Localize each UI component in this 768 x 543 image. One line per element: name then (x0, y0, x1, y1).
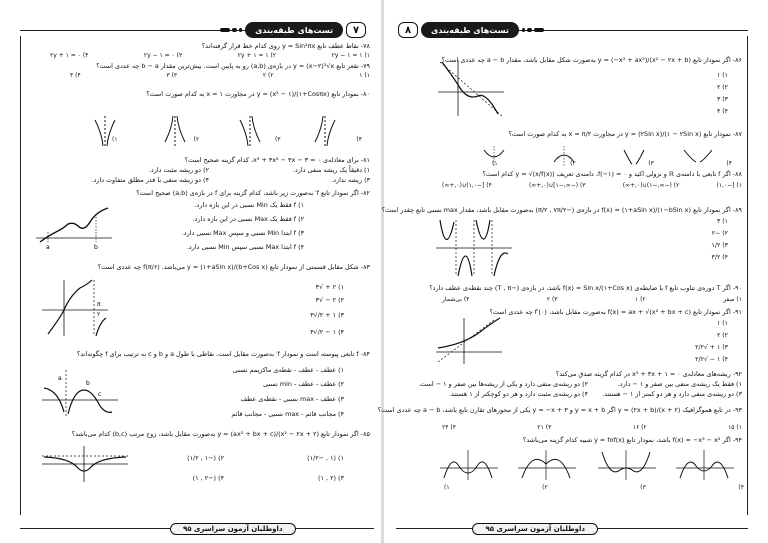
q81-option-2[interactable]: ۲) دو ریشه مثبت دارد. (148, 166, 209, 174)
option[interactable]: ۱) ۳ (716, 218, 728, 225)
q88-options (442, 182, 742, 189)
q94-graph-1 (676, 450, 734, 480)
question-90: ۹۰- اگر T دوره‌ی تناوب تابع f با ضابطه‌ی f(x) = Sin x/(۱+Cos x) باشد، در بازه‌ی (−T , π) چند نقطه‌ی عطف دارد؟ (429, 284, 742, 292)
question-84: ۸۴- f تابعی پیوسته است و نمودار f′ به‌صورت مقابل است. نقاطی با طول a و b و c به ترتیب برای f چگونه‌اند؟ (76, 350, 370, 358)
option[interactable]: ۳) (648, 160, 654, 167)
option[interactable]: ۲) (542, 484, 548, 491)
q89-graph (434, 218, 514, 278)
q84-option-2[interactable]: ۲) عطف - عطف - min نسبی (263, 380, 344, 388)
q85-option-4[interactable]: ۴) (−۲ , ۱) (192, 474, 224, 482)
q82-option-3[interactable]: ۳) f ابتدا Min نسبی و سپس Max نسبی دارد. (181, 229, 304, 237)
option[interactable]: ۴) (726, 160, 732, 167)
q84-label-a: a (58, 375, 62, 382)
right-page (377, 0, 768, 543)
option[interactable]: ۳) ۳ (716, 96, 728, 103)
option[interactable]: ۱) ۱۵ (728, 424, 742, 431)
q82-graph (34, 202, 114, 252)
option[interactable]: ۴) ۳/۲ (711, 254, 728, 261)
option[interactable]: ۱) [−۱,۰) (716, 182, 742, 189)
q89-options (712, 216, 728, 264)
option[interactable]: ۱) (112, 136, 118, 143)
option[interactable]: ۲) (−∞,−۱)∪(۰,+∞) (622, 182, 680, 189)
q94-graph-3 (518, 450, 576, 480)
question-85: ۸۵- اگر نمودار تابع y = (ax² + bx + c)/(x² − ۲x + ۲) به‌صورت مقابل باشد، زوج مرتب (b,c) کدام می‌باشد؟ (71, 430, 370, 438)
q87-options (492, 160, 732, 167)
question-94: ۹۴- اگر f(x) = −x³ − x² باشد، نمودار تابع y = fof(x) شبیه کدام گزینه می‌باشد؟ (522, 436, 742, 444)
page-number: ۸ (398, 22, 418, 38)
option[interactable]: ۲) ۱ = ۲y + ۱ (237, 52, 277, 59)
option[interactable]: ۴) (356, 136, 362, 143)
q94-graph-2 (598, 450, 656, 480)
option[interactable]: ۱) ۱ = ۲y − ۱ (331, 52, 370, 59)
q79-options (70, 72, 370, 79)
footer-label: داوطلبان آزمون سراسری ۹۵ (472, 523, 598, 535)
q92-option-4[interactable]: ۴) دو ریشه‌ی مثبت دارد و هر دو کوچکتر از ۱ هستند. (448, 390, 588, 398)
header-title: تست‌های طبقه‌بندی (421, 22, 519, 38)
q85-option-3[interactable]: ۳) (۲ , ۱) (318, 474, 344, 482)
question-91: ۹۱- اگر نمودار تابع f(x) = ax + √(x² + bx + c) به‌صورت مقابل باشد، f′(۰) چه عددی است؟ (489, 308, 742, 316)
header-dots-icon (220, 28, 242, 32)
option[interactable]: ۴) بی‌شمار (442, 296, 470, 303)
question-87: ۸۷- نمودار تابع y = (۲Sin x)/(۱ − ۲Sin x) در مجاورت x = π/۲ به کدام صورت است؟ (508, 130, 742, 138)
q93-options (442, 424, 742, 431)
q83-option-3[interactable]: ۳) ۱ + ۲/√۳ (310, 311, 344, 319)
question-78: ۷۸- نقاط عطف تابع y = Sin²πx روی کدام خط قرار گرفته‌اند؟ (201, 42, 370, 50)
option[interactable]: ۲) (193, 136, 200, 143)
q92-option-2[interactable]: ۲) دو ریشه‌ی منفی دارد و یکی از ریشه‌ها بین صفر و ۱ − است. (418, 380, 588, 388)
q85-graph (40, 444, 130, 484)
q84-label-c: c (98, 391, 102, 398)
question-80: ۸۰- نمودار تابع y = (x² − ۱)/(۱+Cosπx) در مجاورت x = ۱ به کدام صورت است؟ (146, 90, 370, 98)
q83-option-1[interactable]: ۱) ۲ + √۳ (315, 283, 344, 291)
q82-option-1[interactable]: ۱) f فقط یک Min نسبی در این بازه دارد. (194, 201, 304, 209)
option[interactable]: ۲) ۱ (634, 296, 646, 303)
q82-label-a: a (46, 244, 50, 251)
q82-option-2[interactable]: ۲) f فقط یک Max نسبی در این بازه دارد. (192, 215, 304, 223)
option[interactable]: ۱) ۱ (359, 72, 370, 79)
q84-graph (40, 368, 120, 418)
option[interactable]: ۳) (640, 484, 646, 491)
q81-option-4[interactable]: ۴) دو ریشه منفی با قدر مطلق متفاوت دارد. (91, 176, 209, 184)
option[interactable]: ۱) (444, 484, 450, 491)
option[interactable]: ۴) ۲۴ (442, 424, 456, 431)
option[interactable]: ۴) (738, 484, 744, 491)
option[interactable]: ۳) ۳ (166, 72, 178, 79)
q82-label-b: b (94, 244, 98, 251)
option[interactable]: ۴) ۴ (70, 72, 81, 79)
q94-options (444, 484, 744, 491)
q86-options (717, 70, 728, 118)
q83-label-pi: π (97, 301, 101, 308)
option[interactable]: ۲) ۲ (716, 84, 728, 91)
q78-options (50, 52, 370, 59)
question-83: ۸۳- شکل مقابل قسمتی از نمودار تابع y = (۱+aSin x)/(b+Cos x) می‌باشد. f(π/۶) چه عددی است؟ (97, 263, 370, 271)
option[interactable]: ۱) ۱ (716, 320, 728, 327)
option[interactable]: ۲) ۲ (716, 332, 728, 339)
option[interactable]: ۴) [−۱,۰)∪(۰,+∞) (442, 182, 492, 189)
option[interactable]: ۳) (274, 136, 281, 143)
q84-option-3[interactable]: ۳) عطف - max نسبی - نقطه‌ی عطف (240, 395, 344, 403)
q81-option-3[interactable]: ۳) ریشه ندارد. (331, 176, 370, 184)
option[interactable]: ۴) ۱ − √۲/۲ (695, 356, 728, 363)
q84-option-4[interactable]: ۴) مجانب قائم - max نسبی - مجانب قائم (231, 410, 344, 418)
q85-option-2[interactable]: ۲) (−۱ , ۱/۲) (187, 454, 224, 462)
q94-option-graphs (438, 448, 738, 482)
q94-graph-4 (440, 450, 498, 480)
q80-options (112, 136, 362, 143)
page-number: ۷ (346, 22, 366, 38)
question-81: ۸۱- برای معادله‌ی x³ + ۳x² − ۳x − ۳ = ۰، کدام گزینه صحیح است؟ (184, 156, 370, 164)
option[interactable]: ۱) (492, 160, 498, 167)
option[interactable]: ۴) ۲y + ۱ = ۰ (50, 52, 89, 59)
q83-option-4[interactable]: ۴) ۱ − ۲/√۳ (310, 328, 344, 336)
option[interactable]: ۲) ۲ (262, 72, 274, 79)
question-86: ۸۶- اگر نمودار تابع y = (−x³ + ax²)/(x² − ۲x + b) به‌صورت شکل مقابل باشد، مقدار a − b چه عددی است؟ (441, 56, 742, 64)
question-79: ۷۹- تقعر تابع y = (x−۲)³√x در بازه‌ی (a,b) رو به پایین است. بیش‌ترین مقدار b − a چه عددی است؟ (96, 62, 370, 70)
q91-graph (434, 316, 504, 366)
q86-graph (436, 58, 506, 118)
q84-label-b: b (86, 380, 90, 387)
header-title: تست‌های طبقه‌بندی (245, 22, 343, 38)
option[interactable]: ۳) ۲y − ۱ = ۰ (143, 52, 183, 59)
q83-graph (40, 278, 110, 338)
q91-options (695, 318, 728, 366)
option[interactable]: ۲) (570, 160, 576, 167)
option[interactable]: ۱) ۱ (716, 72, 728, 79)
q85-option-1[interactable]: ۱) (۱ , −۱/۲) (307, 454, 344, 462)
option[interactable]: ۲) −۲ (711, 230, 728, 237)
option[interactable]: ۱) صفر (723, 296, 742, 303)
header-dots-icon (522, 28, 544, 32)
question-88: ۸۸- اگر f تابعی با دامنه‌ی ℝ و نزولی اکید و f(−۱) = ۰، دامنه‌ی تعریف y = √(x/f(x)) کدام است؟ (482, 170, 742, 178)
option[interactable]: ۳) (−∞,−۱]∪(۰,+∞) (528, 182, 586, 189)
option[interactable]: ۳) ۲ (546, 296, 558, 303)
q83-label-2: ۲ (97, 311, 101, 318)
question-92: ۹۲- ریشه‌های معادله‌ی x³ + ۳x + ۱ = ۰ در کدام گزینه صدق می‌کند؟ (555, 370, 742, 378)
right-footer (472, 523, 598, 535)
option[interactable]: ۳) ۱/۲ (711, 242, 728, 249)
option[interactable]: ۳) ۲۱ (537, 424, 552, 431)
option[interactable]: ۴) ۴ (716, 108, 728, 115)
q92-option-1[interactable]: ۱) فقط یک ریشه‌ی منفی بین صفر و ۱ − دارد. (617, 380, 742, 388)
q84-option-1[interactable]: ۱) عطف - عطف - نقطه‌ی ماکزیمم نسبی (232, 366, 344, 374)
option[interactable]: ۲) ۱۶ (632, 424, 647, 431)
footer-label: داوطلبان آزمون سراسری ۹۵ (170, 523, 296, 535)
left-footer (170, 523, 296, 535)
q83-option-2[interactable]: ۲) ۲ − √۳ (315, 296, 344, 304)
question-93: ۹۳- در تابع هموگرافیک y = (۲x + b)/(x + ۲) اگر y = x + b و y = −x + ۳ یکی از محورهای تقارن تابع باشد، a − b چه عددی است؟ (377, 406, 742, 414)
question-89: ۸۹- اگر نمودار تابع f(x) = (۱+aSin x)/(۱−bSin x) در بازه‌ی (−π/۲ , ۷π/۲) به‌صورت مقابل باشد، مقدار max نسبی تابع چقدر است؟ (381, 206, 742, 214)
q90-options (442, 296, 742, 303)
q82-option-4[interactable]: ۴) f ابتدا Max نسبی سپس Min نسبی دارد. (186, 243, 304, 251)
question-82: ۸۲- اگر نمودار تابع f′ به‌صورت زیر باشد، کدام گزینه برای f در بازه‌ی (a,b) صحیح است؟ (136, 189, 370, 197)
option[interactable]: ۳) ۱ + √۲/۲ (695, 344, 728, 351)
q92-option-3[interactable]: ۳) دو ریشه‌ی منفی دارد و هر دو کمتر از ۱ − هستند. (602, 390, 742, 398)
q81-option-1[interactable]: ۱) دقیقاً یک ریشه منفی دارد. (292, 166, 370, 174)
